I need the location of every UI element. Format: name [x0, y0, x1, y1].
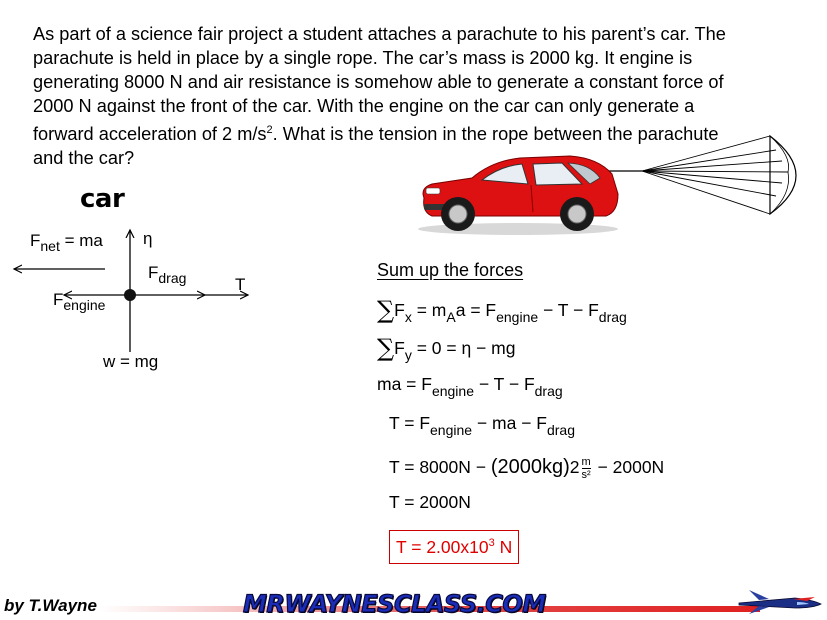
- equation-tension: $T = F_{engine}$ − ma − $F_{drag}$: [389, 413, 575, 438]
- problem-statement: As part of a science fair project a student attaches a parachute to his parent’s car. The parachute is held in place by a single rope. The car’s mass is 2000 kg. It engine is generating 8000 N and air resistance is somehow able to generate a constant force of 2000 N against the front of the car. With the engine on the car can only generate a forward acceleration of 2 $m/s^2$. What is the tension in the rope between the parachute and the car?: [33, 24, 726, 169]
- jet-icon: [735, 588, 823, 616]
- engine-force-label: $F_{engine}$: [53, 290, 106, 313]
- normal-force-label: η: [143, 229, 153, 248]
- final-answer-box: $T = 2.00x10^3$ N: [389, 530, 519, 564]
- net-force-label: $F_{net}$ = ma: [30, 231, 103, 254]
- car-parachute-illustration: [410, 128, 820, 243]
- footer-author: by T.Wayne: [4, 596, 97, 615]
- equation-result: T = 2000N: [389, 492, 471, 512]
- drag-force-label: $F_{drag}$: [148, 263, 187, 286]
- weight-label: w = mg: [103, 352, 159, 371]
- solution-title: Sum up the forces: [377, 260, 524, 280]
- equation-sum-fy: $\sum F_y = 0 = \eta$ − mg: [377, 334, 516, 363]
- car-point-mass: [124, 289, 136, 301]
- parachute: [642, 136, 796, 214]
- equation-substitution: T = 8000N − (2000kg)2 $\frac{m}{\text{s²}}$ − 2000N: [389, 456, 665, 481]
- diagram-title: car: [80, 184, 125, 214]
- tension-label: T: [235, 275, 246, 294]
- site-logo: MRWAYNESCLASS.COM: [243, 590, 546, 618]
- equation-ma: ma = $F_{engine} - T - F_{drag}$: [377, 374, 563, 399]
- car-icon: [418, 156, 618, 235]
- equation-sum-fx: $\sum F_x = m_Aa = F_{engine} - T - F_{drag}$: [377, 296, 627, 325]
